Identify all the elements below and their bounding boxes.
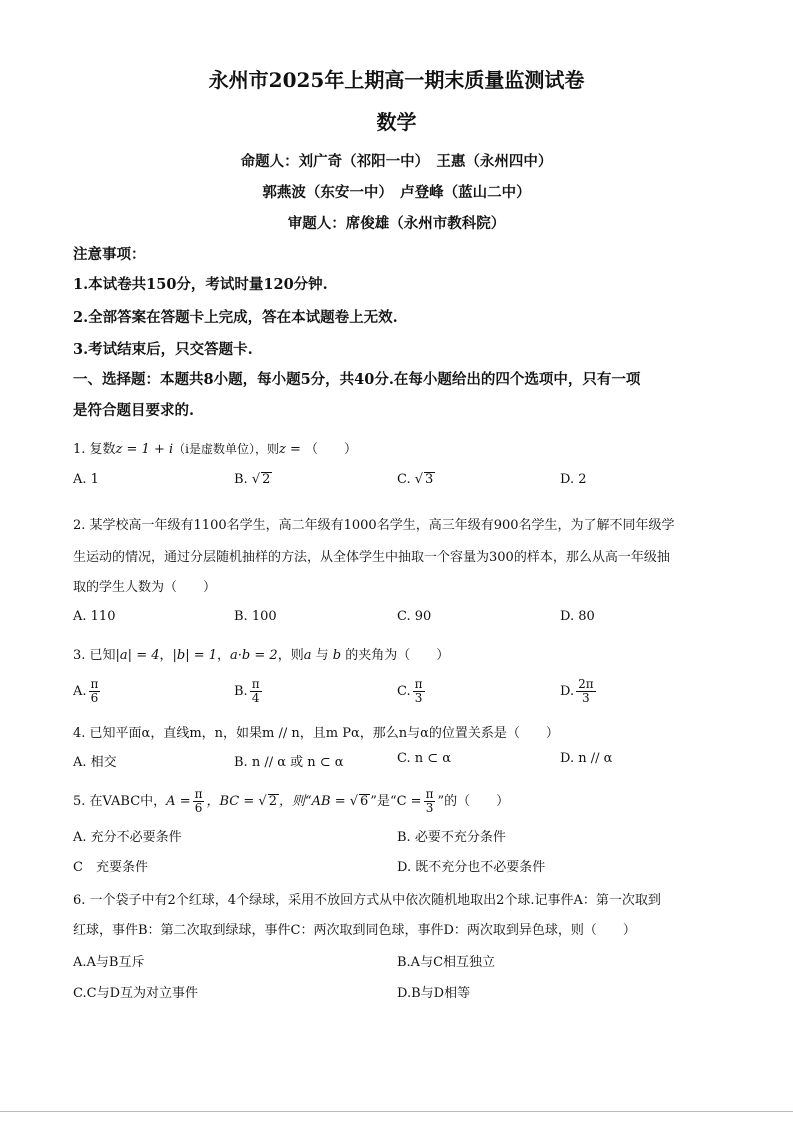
q4-option-d: D. n // α (560, 751, 613, 766)
question-5: 5. 在VABC中，A = $\frac{\pi}{6}$ ，BC = √ 2 ，则“AB = √ 6 ”是“C = $\frac{\pi}{3}$ ”的（ ） (73, 787, 510, 816)
page-bottom-rule (0, 1111, 793, 1112)
section-heading-line-1: 一、选择题：本题共8小题，每小题5分，共40分.在每小题给出的四个选项中，只有一项 (73, 371, 641, 388)
q1-paren: （ ） (305, 442, 358, 457)
q3-option-d: D. $\frac{2\pi}{3}$ (560, 677, 594, 706)
question-4: 4. 已知平面α，直线m，n，如果m // n，且m Pα，那么n与α的位置关系是（ ） (73, 726, 559, 741)
question-2-line-3: 取的学生人数为（ ） (73, 580, 217, 595)
q1-option-c-radicand: 3 (425, 472, 434, 487)
q4-option-c: C. n ⊂ α (397, 751, 452, 766)
authors-line-2: 郭燕波（东安一中） 卢登峰（蓝山二中） (262, 184, 531, 201)
q2-option-c: C. 90 (397, 609, 432, 624)
q6-option-d: D.B与D相等 (397, 986, 471, 1001)
notice-item-1: 1.本试卷共150分，考试时量120分钟. (73, 276, 328, 293)
q5-option-a: A. 充分不必要条件 (73, 830, 182, 845)
q1-option-c: C. √ 3 (397, 472, 434, 487)
notice-item-3: 3.考试结束后，只交答题卡. (73, 341, 253, 358)
question-3: 3. 已知|a| = 4，|b| = 1，a·b = 2，则a 与 b 的夹角为（ ） (73, 648, 450, 663)
q2-option-a: A. 110 (73, 609, 116, 624)
q3-option-b: B. $\frac{\pi}{4}$ (234, 677, 260, 706)
q5-option-d: D. 既不充分也不必要条件 (397, 860, 546, 875)
q2-option-d: D. 80 (560, 609, 595, 624)
question-1 (73, 438, 357, 457)
section-heading-line-2: 是符合题目要求的. (73, 402, 195, 419)
q1-prefix: 1. 复数 (73, 442, 116, 457)
notice-item-2: 2.全部答案在答题卡上完成，答在本试题卷上无效. (73, 309, 398, 326)
q2-option-b: B. 100 (234, 609, 277, 624)
q1-expr: z = 1 + i (115, 442, 174, 457)
q6-option-c: C.C与D互为对立事件 (73, 986, 198, 1001)
q3-cond-2: |b| = 1 (172, 648, 218, 663)
q5-option-c: C 充要条件 (73, 860, 148, 875)
reviewer-line: 审题人：席俊雄（永州市教科院） (287, 215, 506, 232)
q1-option-a: A. 1 (73, 472, 99, 487)
q4-option-a: A. 相交 (73, 755, 117, 770)
q5-option-b: B. 必要不充分条件 (397, 830, 506, 845)
authors-line-1: 命题人：刘广奇（祁阳一中） 王惠（永州四中） (240, 153, 553, 170)
q3-cond-1: |a| = 4 (115, 648, 160, 663)
q3-option-a: A. $\frac{\pi}{6}$ (73, 677, 99, 706)
q6-option-a: A.A与B互斥 (73, 955, 145, 970)
q4-option-b: B. n // α 或 n ⊂ α (234, 755, 344, 770)
question-6-line-2: 红球，事件B：第二次取到绿球，事件C：两次取到同色球，事件D：两次取到异色球，则（ ） (73, 923, 636, 938)
subject-title: 数学 (376, 110, 417, 134)
exam-title: 永州市2025年上期高一期末质量监测试卷 (208, 68, 585, 92)
q6-option-b: B.A与C相互独立 (397, 955, 496, 970)
q3-option-c: C. $\frac{\pi}{3}$ (397, 677, 423, 706)
q1-option-d: D. 2 (560, 472, 587, 487)
question-2-line-2: 生运动的情况，通过分层随机抽样的方法，从全体学生中抽取一个容量为300的样本，那么从高一年级抽 (73, 550, 670, 565)
question-2-line-1: 2. 某学校高一年级有1100名学生，高二年级有1000名学生，高三年级有900名学生，为了解不同年级学 (73, 518, 675, 533)
q1-ask: z = (278, 442, 301, 457)
q1-option-b: B. √ 2 (234, 472, 271, 487)
question-6-line-1: 6. 一个袋子中有2个红球，4个绿球，采用不放回方式从中依次随机地取出2个球.记事件A：第一次取到 (73, 893, 661, 908)
q1-option-b-radicand: 2 (262, 472, 271, 487)
notice-heading: 注意事项： (73, 246, 146, 263)
q1-middle: （i是虚数单位），则 (173, 442, 279, 456)
q3-cond-3: a·b = 2 (230, 648, 278, 663)
